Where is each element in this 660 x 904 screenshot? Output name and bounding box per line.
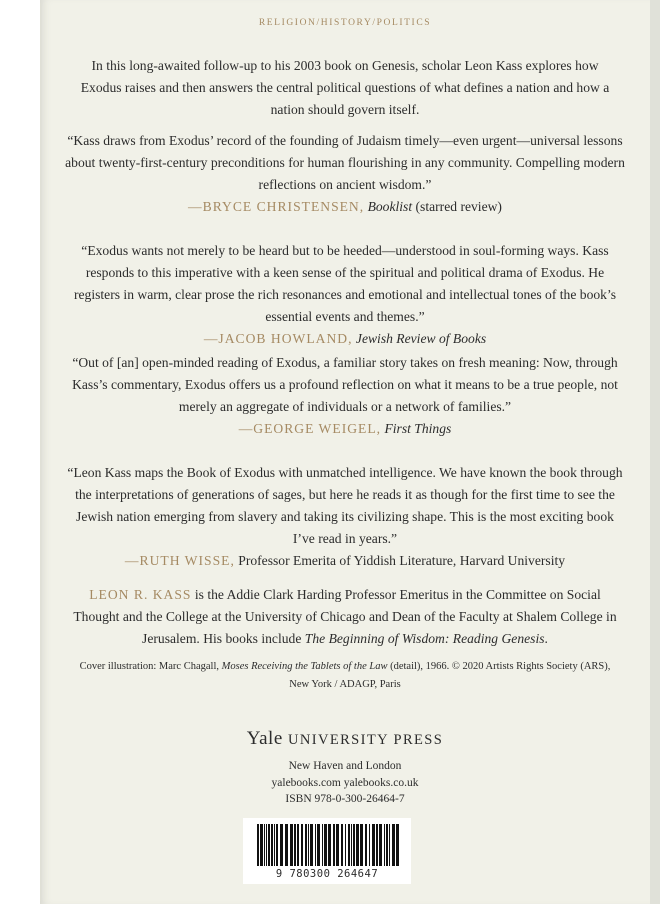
cover-credit [70, 658, 620, 694]
barcode-bar [264, 824, 265, 866]
reviewer-name: —BRYCE CHRISTENSEN, [188, 199, 365, 214]
publisher-name-rest: UNIVERSITY PRESS [288, 732, 444, 748]
barcode-bar [274, 824, 275, 866]
review-note: Professor Emerita of Yiddish Literature, Harvard University [238, 553, 566, 568]
barcode-bar [356, 824, 359, 866]
bio-book-title: The Beginning of Wisdom: Reading Genesis [304, 631, 545, 646]
barcode-bar [389, 824, 390, 866]
barcode-bar [294, 824, 296, 866]
quote-text: “Exodus wants not merely to be heard but to be heeded—understood in soul-forming ways. Kass responds to this imperative with a keen sense of the spiritual and political drama of Exodus. He registers in warm, clear prose the rich resonances and emotional and intellectual tones of the book’s essential events and themes.” [73, 243, 617, 324]
quote-attribution [65, 328, 625, 350]
blurb-quote [65, 240, 625, 350]
isbn: ISBN 978-0-300-26464-7 [285, 793, 405, 805]
barcode-bar [305, 824, 307, 866]
reviewer-name: —JACOB HOWLAND, [203, 331, 353, 346]
barcode-bar [324, 824, 327, 866]
barcode-digits: 9 780300 264647 [275, 868, 379, 880]
credit-suffix: (detail), 1966. © 2020 Artists Rights Society (ARS), New York / ADAGP, Paris [289, 661, 611, 690]
quote-attribution [65, 418, 625, 440]
barcode-bar [396, 824, 399, 866]
review-source: Jewish Review of Books [355, 331, 487, 346]
barcode-bar [360, 824, 363, 866]
barcode-bar [392, 824, 395, 866]
category-label: RELIGION/HISTORY/POLITICS [258, 18, 432, 28]
barcode-bar [369, 824, 370, 866]
credit-work-title: Moses Receiving the Tablets of the Law [221, 661, 388, 672]
barcode-bar [260, 824, 263, 866]
barcode-bar [348, 824, 350, 866]
barcode-bar [297, 824, 299, 866]
publisher-info [40, 758, 650, 808]
barcode-bar [257, 824, 259, 866]
quote-attribution [65, 550, 625, 572]
barcode-bar [386, 824, 388, 866]
barcode-bar [336, 824, 339, 866]
barcode-bar [317, 824, 320, 866]
barcode-bar [322, 824, 323, 866]
review-source: Booklist [367, 199, 413, 214]
barcode-bar [266, 824, 267, 866]
publisher-websites: yalebooks.com yalebooks.co.uk [271, 776, 419, 789]
barcode-bar [379, 824, 382, 866]
barcode-bar [351, 824, 352, 866]
blurb-quote [65, 130, 625, 218]
barcode-bar [328, 824, 331, 866]
blurb-quote [65, 462, 625, 572]
reviewer-name: —GEORGE WEIGEL, [238, 421, 382, 436]
credit-prefix: Cover illustration: Marc Chagall, [79, 661, 222, 672]
barcode-bar [341, 824, 343, 866]
barcode-bar [372, 824, 375, 866]
barcode-bar [271, 824, 273, 866]
barcode-bar [315, 824, 316, 866]
barcode-bar [345, 824, 346, 866]
barcode-bar [376, 824, 378, 866]
barcode-bar [276, 824, 278, 866]
barcode-bar [333, 824, 335, 866]
barcode-bar [384, 824, 385, 866]
review-source: First Things [384, 421, 452, 436]
barcode-bar [301, 824, 303, 866]
back-cover [40, 0, 650, 904]
barcode-bar [308, 824, 309, 866]
barcode-bar [268, 824, 270, 866]
bio-end: . [544, 631, 548, 646]
barcode-bars [243, 818, 411, 870]
publisher-city: New Haven and London [288, 760, 402, 772]
publisher-name: Yale [246, 728, 283, 749]
quote-text: “Leon Kass maps the Book of Exodus with unmatched intelligence. We have known the book through the interpretations of generations of sages, but here he reads it as though for the first time to see the Jewish nation emerging from slavery and taking its civilizing shape. This is the most exciting book I’ve read in years.” [67, 465, 623, 546]
author-bio [65, 584, 625, 650]
quote-text: “Out of [an] open-minded reading of Exodus, a familiar story takes on fresh meaning: Now, through Kass’s commentary, Exodus offers us a profound reflection on what it means to be a true people, not merely an aggregate of individuals or a network of families.” [72, 355, 618, 414]
barcode-bar [285, 824, 288, 866]
barcode [243, 818, 411, 884]
intro-paragraph: In this long-awaited follow-up to his 2003 book on Genesis, scholar Leon Kass explores how Exodus raises and then answers the central political questions of what defines a nation and how a nation should govern itself. [80, 58, 610, 117]
reviewer-name: —RUTH WISSE, [124, 553, 235, 568]
quote-text: “Kass draws from Exodus’ record of the founding of Judaism timely—even urgent—universal lessons about twenty-first-century preconditions for human flourishing in any community. Compelling modern reflections on ancient wisdom.” [65, 133, 625, 192]
page-edge [650, 0, 660, 904]
review-note: (starred review) [415, 199, 502, 214]
barcode-bar [290, 824, 293, 866]
quote-attribution [65, 196, 625, 218]
bio-text: is the Addie Clark Harding Professor Emeritus in the Committee on Social Thought and the College at the University of Chicago and Dean of the Faculty at Shalem College in Jerusalem. His books include [73, 587, 617, 646]
publisher-logo [40, 728, 650, 750]
barcode-bar [310, 824, 313, 866]
barcode-bar [365, 824, 367, 866]
barcode-bar [353, 824, 355, 866]
blurb-quote [65, 352, 625, 440]
barcode-bar [280, 824, 283, 866]
author-name: LEON R. KASS [89, 587, 192, 602]
